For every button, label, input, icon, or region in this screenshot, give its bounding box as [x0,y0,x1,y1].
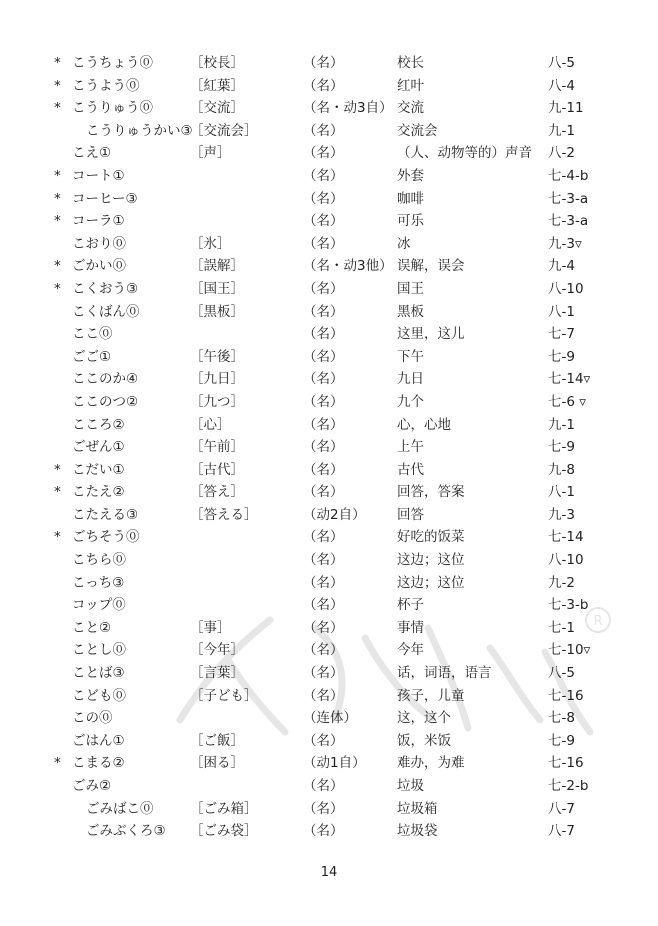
entry-meaning: 这里，这儿 [397,326,465,343]
entry-meaning: 这边；这位 [397,552,465,569]
vocab-entry [0,97,658,120]
entry-meaning: 事情 [397,619,424,636]
entry-lesson-ref: 九-3▿ [548,235,582,252]
entry-lesson-ref: 九-8 [548,461,575,478]
entry-part-of-speech: （名） [303,484,344,501]
entry-meaning: 饭，米饭 [397,732,451,749]
vocab-entry [0,639,658,662]
vocab-entry [0,459,658,482]
entry-part-of-speech: （名） [303,145,344,162]
entry-part-of-speech: （名） [303,439,344,456]
vocab-entry [0,142,658,165]
entry-lesson-ref: 七-9 [548,732,575,749]
entry-lesson-ref: 七-6 ▿ [548,393,587,410]
entry-part-of-speech: （名） [303,665,344,682]
entry-lesson-ref: 七-14 [548,529,584,546]
entry-kanji: ［黒板］ [190,303,244,320]
entry-lesson-ref: 九-11 [548,100,584,117]
vocab-entry [0,120,658,143]
entry-kana: コップ⓪ [72,597,126,614]
entry-meaning: 交流会 [397,122,438,139]
entry-lesson-ref: 七-1 [548,619,575,636]
entry-part-of-speech: （名） [303,371,344,388]
vocab-entry [0,233,658,256]
entry-meaning: 可乐 [397,213,424,230]
entry-kana: ごご① [72,348,112,365]
entry-part-of-speech: （名） [303,280,344,297]
vocab-entry [0,572,658,595]
entry-kana: こと② [72,619,112,636]
vocab-entry [0,278,658,301]
entry-meaning: （人、动物等的）声音 [397,145,532,162]
entry-star-mark: * [54,213,61,230]
entry-meaning: 校长 [397,55,424,71]
entry-meaning: 古代 [397,461,424,478]
entry-meaning: 今年 [397,642,424,659]
entry-kanji: ［校長］ [190,55,244,71]
entry-kanji: ［子ども］ [190,687,258,704]
entry-meaning: 国王 [397,280,424,297]
entry-lesson-ref: 七-16 [548,755,584,772]
vocab-entry [0,730,658,753]
entry-lesson-ref: 八-10 [548,552,584,569]
entry-lesson-ref: 七-10▿ [548,642,591,659]
entry-kana: こたえる③ [72,506,139,523]
entry-meaning: 九日 [397,371,424,388]
entry-kanji: ［答える］ [190,506,258,523]
entry-part-of-speech: （名） [303,619,344,636]
entry-part-of-speech: （名） [303,348,344,365]
entry-meaning: 误解，误会 [397,258,465,275]
entry-kana: ごかい⓪ [72,258,126,275]
entry-meaning: 这边；这位 [397,574,465,591]
entry-lesson-ref: 八-7 [548,800,575,817]
vocab-entry [0,346,658,369]
entry-kanji: ［九つ］ [190,393,244,410]
entry-lesson-ref: 八-2 [548,145,575,162]
entry-meaning: 下午 [397,348,424,365]
entry-kana: こうりゅうかい③ [86,122,193,139]
entry-kanji: ［事］ [190,619,231,636]
entry-part-of-speech: （动2自） [303,506,366,523]
entry-kana: ここ⓪ [72,326,113,343]
vocab-entry [0,75,658,98]
entry-kana: ここのつ② [72,393,139,410]
entry-kana: こころ② [72,416,125,433]
entry-meaning: 冰 [397,235,411,252]
entry-part-of-speech: （名・动3他） [303,258,393,275]
entry-star-mark: * [54,55,61,71]
entry-kana: こうちょう⓪ [72,55,153,71]
entry-part-of-speech: （名） [303,326,344,343]
vocab-entry [0,323,658,346]
entry-lesson-ref: 九-3 [548,506,575,523]
entry-kanji: ［ごみ袋］ [190,823,258,840]
entry-meaning: 垃圾袋 [397,823,438,840]
vocab-entry [0,52,658,75]
entry-lesson-ref: 八-5 [548,55,575,71]
entry-lesson-ref: 八-10 [548,280,584,297]
vocab-entry [0,752,658,775]
vocab-entry [0,165,658,188]
vocab-entry [0,391,658,414]
entry-part-of-speech: （名） [303,55,344,71]
vocab-entry [0,775,658,798]
vocab-entry [0,301,658,324]
vocab-entry [0,549,658,572]
entry-meaning: 好吃的饭菜 [397,529,465,546]
entry-part-of-speech: （名） [303,303,344,320]
entry-part-of-speech: （名） [303,778,344,794]
entry-meaning: 上午 [397,439,424,456]
entry-kana: ごはん① [72,732,125,749]
entry-kana: こおり⓪ [72,235,126,252]
page-number: 14 [320,865,338,880]
entry-kanji: ［国王］ [190,280,244,297]
entry-kana: こたえ② [72,484,125,501]
entry-kana: こちら⓪ [72,552,126,569]
entry-kana: こうよう⓪ [72,77,140,94]
entry-lesson-ref: 九-1 [548,122,575,139]
entry-part-of-speech: （连体） [303,710,357,727]
entry-star-mark: * [54,100,61,117]
entry-lesson-ref: 九-1 [548,416,575,433]
entry-part-of-speech: （名） [303,393,344,410]
entry-lesson-ref: 七-3-a [548,213,589,230]
entry-star-mark: * [54,190,61,207]
entry-lesson-ref: 七-3-a [548,190,589,207]
entry-kanji: ［氷］ [190,235,231,252]
entry-kanji: ［交流会］ [190,122,258,139]
entry-kana: こくばん⓪ [72,303,140,320]
entry-part-of-speech: （名） [303,597,344,614]
entry-kanji: ［午後］ [190,348,244,365]
vocab-entry [0,798,658,821]
vocab-entry [0,188,658,211]
entry-kana: ことし⓪ [72,642,126,659]
entry-meaning: 黑板 [397,303,424,320]
entry-kanji: ［今年］ [190,642,244,659]
entry-part-of-speech: （名） [303,732,344,749]
entry-kanji: ［ごみ箱］ [190,800,258,817]
entry-lesson-ref: 七-2-b [548,778,589,794]
entry-meaning: 交流 [397,100,424,117]
vocab-entry [0,820,658,843]
vocab-entry [0,368,658,391]
entry-part-of-speech: （名・动3自） [303,100,393,117]
entry-meaning: 红叶 [397,77,424,94]
entry-kana: ごみ② [72,778,112,794]
entry-part-of-speech: （名） [303,122,344,139]
entry-lesson-ref: 七-16 [548,687,584,704]
entry-star-mark: * [54,755,61,772]
entry-star-mark: * [54,280,61,297]
entry-star-mark: * [54,484,61,501]
entry-lesson-ref: 七-9 [548,439,575,456]
entry-kanji: ［九日］ [190,371,244,388]
entry-lesson-ref: 八-4 [548,77,575,94]
entry-part-of-speech: （名） [303,461,344,478]
entry-kana: この⓪ [72,710,113,727]
entry-part-of-speech: （动1自） [303,755,366,772]
entry-meaning: 这，这个 [397,710,451,727]
entry-lesson-ref: 七-3-b [548,597,589,614]
entry-lesson-ref: 九-2 [548,574,575,591]
vocab-entry [0,436,658,459]
entry-kana: こまる② [72,755,125,772]
entry-meaning: 咖啡 [397,190,424,207]
entry-kanji: ［言葉］ [190,665,244,682]
entry-part-of-speech: （名） [303,823,344,840]
entry-meaning: 话，词语，语言 [397,665,492,682]
entry-kana: こえ① [72,145,112,162]
entry-kana: ごぜん① [72,439,125,456]
entry-meaning: 难办，为难 [397,755,465,772]
vocab-entry [0,662,658,685]
entry-kanji: ［声］ [190,145,231,162]
entry-part-of-speech: （名） [303,416,344,433]
vocab-entry [0,707,658,730]
entry-lesson-ref: 八-5 [548,665,575,682]
entry-star-mark: * [54,461,61,478]
entry-meaning: 回答，答案 [397,484,465,501]
entry-meaning: 垃圾箱 [397,800,438,817]
entry-meaning: 孩子，儿童 [397,687,465,704]
entry-meaning: 外套 [397,167,424,184]
svg-text:R: R [593,614,603,629]
entry-kana: コーヒー③ [72,190,138,207]
vocab-entry [0,504,658,527]
vocab-entry [0,594,658,617]
vocab-entry [0,685,658,708]
entry-meaning: 心，心地 [397,416,451,433]
entry-lesson-ref: 八-1 [548,303,575,320]
entry-kanji: ［午前］ [190,439,244,456]
entry-star-mark: * [54,77,61,94]
vocab-entry [0,617,658,640]
entry-part-of-speech: （名） [303,213,344,230]
entry-kanji: ［答え］ [190,484,244,501]
entry-kana: こうりゅう⓪ [72,100,153,117]
entry-kanji: ［古代］ [190,461,244,478]
entry-lesson-ref: 七-4-b [548,167,589,184]
entry-list [0,52,658,843]
entry-kana: コーラ① [72,213,125,230]
entry-kanji: ［心］ [190,416,231,433]
entry-kanji: ［ご飯］ [190,732,244,749]
entry-part-of-speech: （名） [303,167,344,184]
entry-star-mark: * [54,167,61,184]
vocab-entry [0,414,658,437]
entry-meaning: 垃圾 [397,778,424,794]
entry-star-mark: * [54,258,61,275]
entry-kana: ことば③ [72,665,125,682]
entry-meaning: 杯子 [397,597,424,614]
entry-kana: こくおう③ [72,280,139,297]
entry-kanji: ［誤解］ [190,258,244,275]
entry-lesson-ref: 七-8 [548,710,575,727]
entry-kana: ごちそう⓪ [72,529,140,546]
entry-meaning: 回答 [397,506,424,523]
entry-part-of-speech: （名） [303,552,344,569]
entry-kana: ごみばこ⓪ [86,800,154,817]
entry-kanji: ［紅葉］ [190,77,244,94]
vocab-entry [0,481,658,504]
entry-star-mark: * [54,529,61,546]
entry-kanji: ［困る］ [190,755,244,772]
entry-kana: こっち③ [72,574,125,591]
entry-lesson-ref: 八-7 [548,823,575,840]
entry-kana: ごみぶくろ③ [86,823,166,840]
entry-part-of-speech: （名） [303,529,344,546]
vocab-entry [0,255,658,278]
entry-part-of-speech: （名） [303,687,344,704]
entry-kana: こども⓪ [72,687,126,704]
entry-lesson-ref: 七-9 [548,348,575,365]
entry-kanji: ［交流］ [190,100,244,117]
entry-kana: ここのか④ [72,371,139,388]
entry-kana: こだい① [72,461,125,478]
vocab-entry [0,526,658,549]
entry-kana: コート① [72,167,125,184]
entry-part-of-speech: （名） [303,574,344,591]
entry-part-of-speech: （名） [303,800,344,817]
entry-part-of-speech: （名） [303,642,344,659]
entry-lesson-ref: 八-1 [548,484,575,501]
entry-part-of-speech: （名） [303,77,344,94]
entry-part-of-speech: （名） [303,190,344,207]
entry-lesson-ref: 七-7 [548,326,575,343]
vocab-entry [0,210,658,233]
entry-lesson-ref: 七-14▿ [548,371,591,388]
entry-lesson-ref: 九-4 [548,258,575,275]
entry-part-of-speech: （名） [303,235,344,252]
entry-meaning: 九个 [397,393,424,410]
